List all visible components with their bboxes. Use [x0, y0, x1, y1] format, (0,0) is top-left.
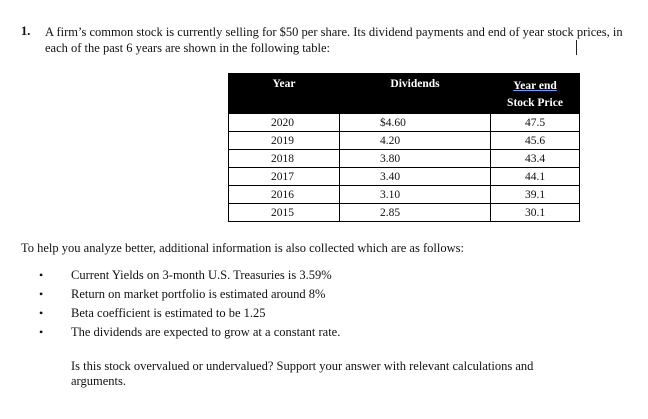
list-item — [39, 266, 340, 285]
cell-price: 30.1 — [491, 204, 580, 222]
table-row — [229, 168, 580, 186]
cell-year: 2020 — [229, 114, 340, 132]
cell-price: 39.1 — [491, 186, 580, 204]
cell-dividend: 4.20 — [340, 132, 491, 150]
header-stock-price — [491, 74, 580, 114]
cell-price: 47.5 — [491, 114, 580, 132]
table-row — [229, 204, 580, 222]
bullet-icon: • — [39, 287, 44, 301]
list-item — [39, 323, 340, 342]
text-cursor — [576, 40, 577, 55]
table-row — [229, 114, 580, 132]
intro-text: To help you analyze better, additional information is also collected which are as follows: — [21, 241, 464, 255]
header-dividends: Dividends — [340, 74, 491, 114]
cell-dividend: 3.10 — [340, 186, 491, 204]
dividend-table — [228, 73, 580, 222]
cell-price: 45.6 — [491, 132, 580, 150]
table-row — [229, 150, 580, 168]
cell-dividend: $4.60 — [340, 114, 491, 132]
list-item-text: Return on market portfolio is estimated around 8% — [71, 287, 326, 301]
list-item-text: The dividends are expected to grow at a constant rate. — [71, 325, 341, 339]
bullet-icon: • — [39, 268, 44, 282]
cell-dividend: 3.80 — [340, 150, 491, 168]
table-row — [229, 186, 580, 204]
list-item — [39, 285, 340, 304]
list-item-text: Current Yields on 3-month U.S. Treasuries is 3.59% — [71, 268, 332, 282]
cell-year: 2018 — [229, 150, 340, 168]
cell-price: 43.4 — [491, 150, 580, 168]
header-price-line2: Stock Price — [507, 97, 563, 109]
table-header-row — [229, 74, 580, 114]
table-row — [229, 132, 580, 150]
bullet-icon: • — [39, 325, 44, 339]
cell-price: 44.1 — [491, 168, 580, 186]
question-number: 1. — [21, 24, 31, 38]
bullet-icon: • — [39, 306, 44, 320]
cell-dividend: 2.85 — [340, 204, 491, 222]
list-item-text: Beta coefficient is estimated to be 1.25 — [71, 306, 266, 320]
header-price-line1: Year end — [513, 80, 557, 92]
list-item — [39, 304, 340, 323]
info-list — [39, 266, 340, 342]
cell-dividend: 3.40 — [340, 168, 491, 186]
cell-year: 2019 — [229, 132, 340, 150]
cell-year: 2017 — [229, 168, 340, 186]
cell-year: 2015 — [229, 204, 340, 222]
question-text: A firm’s common stock is currently selling for $50 per share. Its dividend payments and end of year stock prices, in each of the past 6 years are shown in the following table: — [45, 25, 623, 55]
cell-year: 2016 — [229, 186, 340, 204]
question-prompt: Is this stock overvalued or undervalued? Support your answer with relevant calculations and arguments. — [71, 359, 534, 388]
header-year: Year — [229, 74, 340, 114]
